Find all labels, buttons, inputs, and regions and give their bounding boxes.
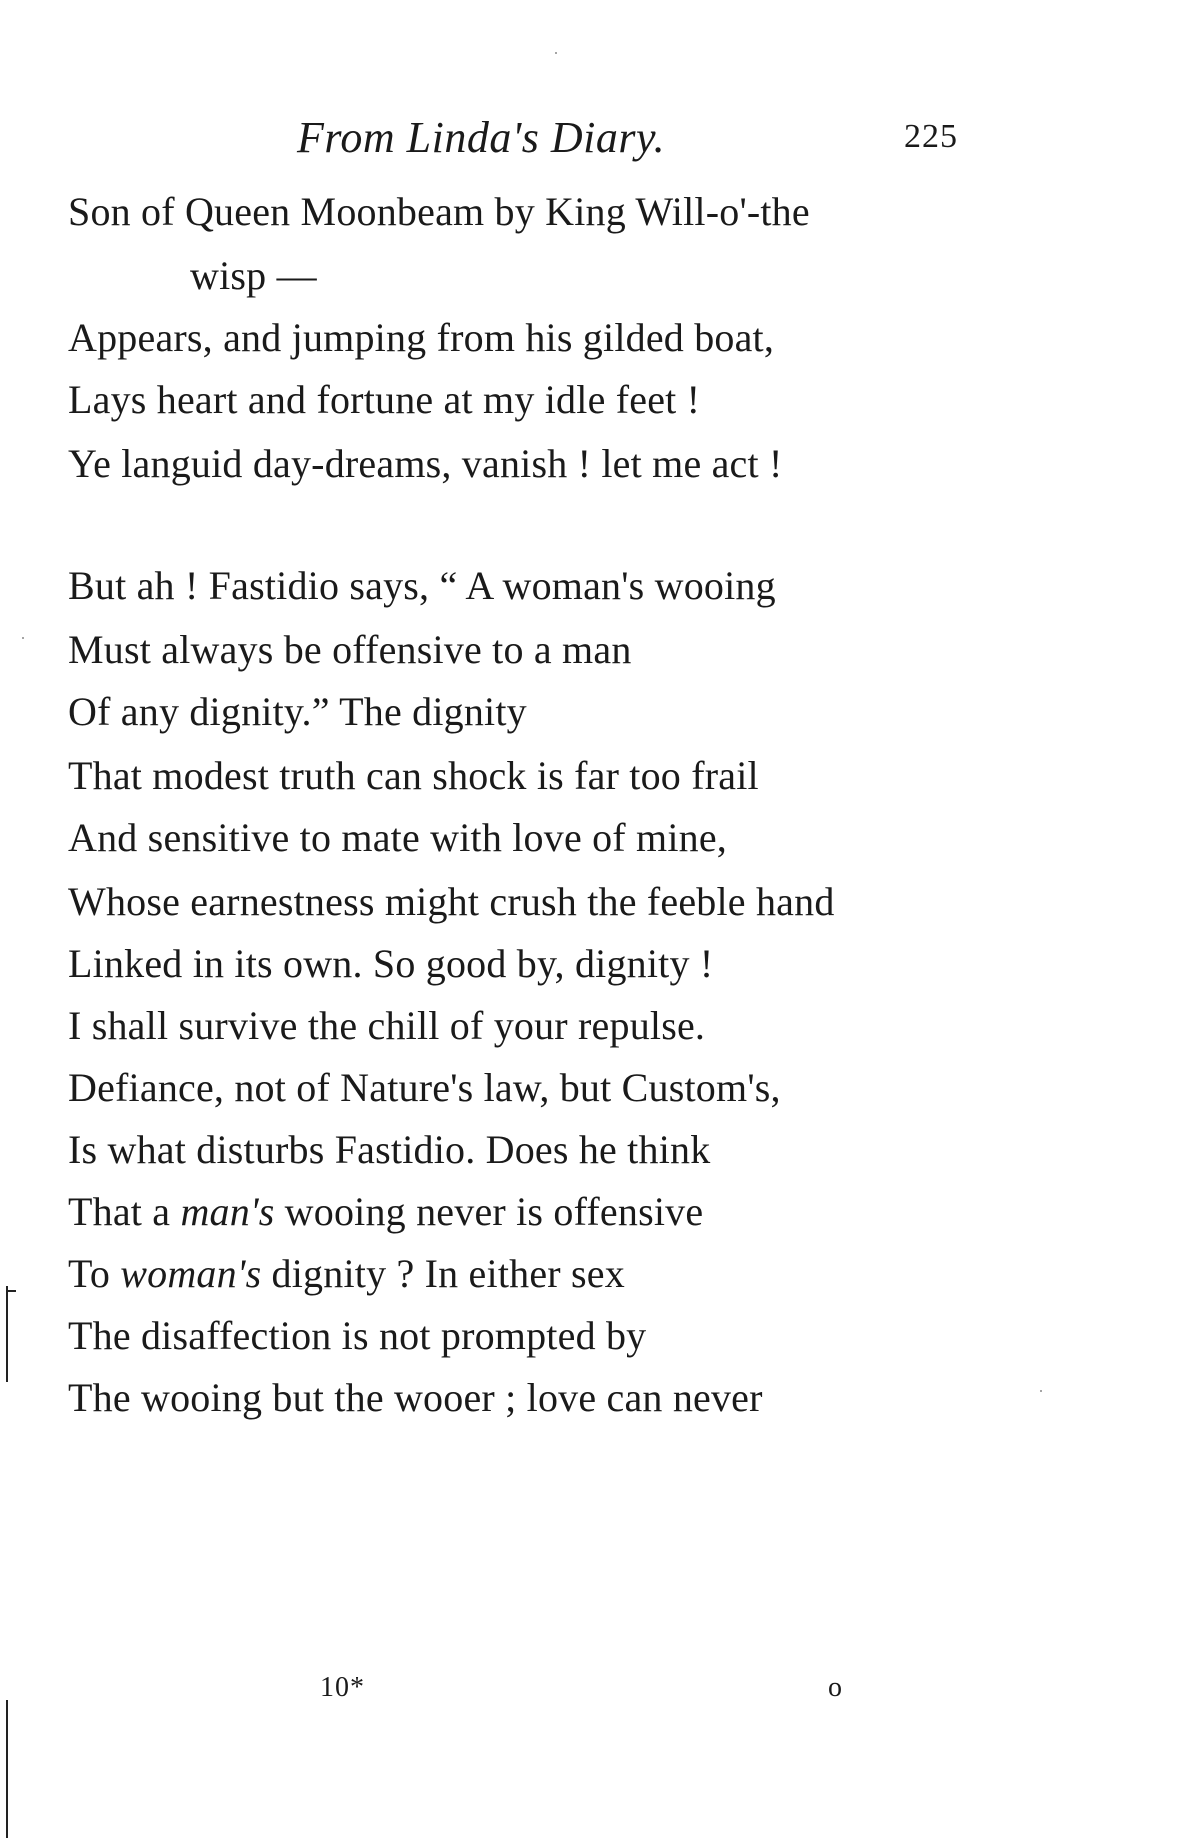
- running-title: From Linda's Diary.: [297, 113, 666, 162]
- margin-rule-tick: [6, 1290, 16, 1292]
- line-text: To: [68, 1251, 121, 1296]
- italic-word: woman's: [120, 1251, 262, 1296]
- poem-line: Ye languid day-dreams, vanish ! let me act !: [68, 441, 783, 486]
- poem-line: wisp —: [190, 253, 317, 298]
- poem-line: Defiance, not of Nature's law, but Custom's,: [68, 1065, 781, 1110]
- poem-line: Son of Queen Moonbeam by King Will-o'-the: [68, 189, 810, 234]
- scan-speck: [22, 637, 24, 639]
- scan-speck: [1040, 1390, 1042, 1392]
- line-text: dignity ? In either sex: [261, 1251, 625, 1296]
- italic-word: man's: [180, 1189, 275, 1234]
- scan-speck: [555, 52, 557, 54]
- sheet-letter: o: [828, 1672, 842, 1703]
- poem-line: Of any dignity.” The dignity: [68, 689, 527, 734]
- poem-line: Must always be offensive to a man: [68, 627, 632, 672]
- poem-line: That modest truth can shock is far too frail: [68, 753, 759, 798]
- poem-line: Lays heart and fortune at my idle feet !: [68, 377, 701, 422]
- line-text: That a: [68, 1189, 181, 1234]
- poem-line: But ah ! Fastidio says, “ A woman's wooing: [68, 563, 776, 608]
- signature-mark: 10*: [320, 1672, 365, 1703]
- poem-line: And sensitive to mate with love of mine,: [68, 815, 727, 860]
- poem-line: I shall survive the chill of your repulse.: [68, 1003, 706, 1048]
- poem-line: Is what disturbs Fastidio. Does he think: [68, 1127, 711, 1172]
- page-number: 225: [904, 118, 958, 155]
- line-text: wooing never is offensive: [274, 1189, 704, 1234]
- margin-rule: [6, 1286, 8, 1382]
- page-header: [0, 112, 1185, 172]
- poem-line: The wooing but the wooer ; love can never: [68, 1375, 763, 1420]
- poem-line: [68, 1188, 703, 1236]
- page-footer: [0, 1672, 1185, 1712]
- poem-line: Whose earnestness might crush the feeble hand: [68, 879, 835, 924]
- poem-line: Linked in its own. So good by, dignity !: [68, 941, 714, 986]
- poem-line: Appears, and jumping from his gilded boat,: [68, 315, 775, 360]
- poem-line: [68, 1250, 625, 1298]
- poem-line: The disaffection is not prompted by: [68, 1313, 647, 1358]
- margin-rule: [6, 1700, 8, 1838]
